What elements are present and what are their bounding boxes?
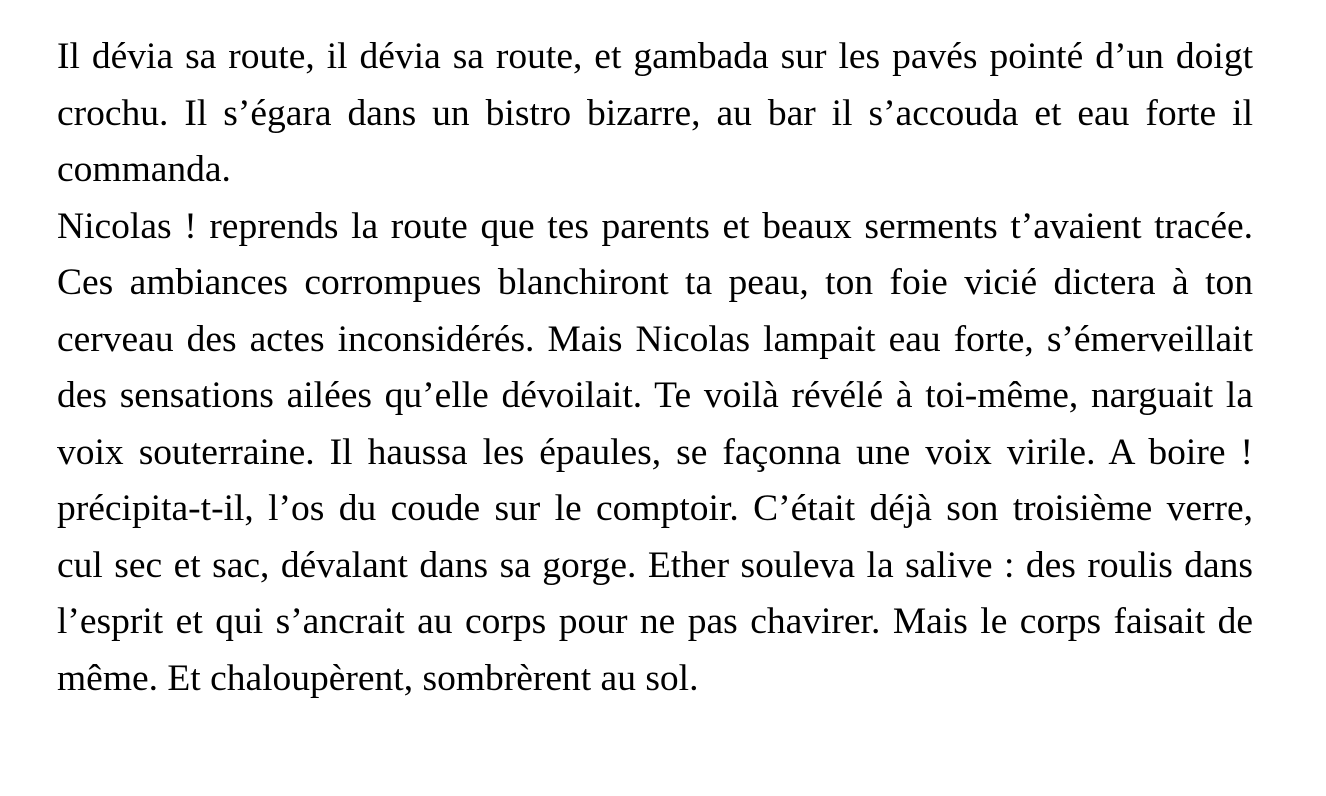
paragraph-2: Nicolas ! reprends la route que tes parents et beaux serments t’avaient tracée. Ces ambiances corrompues blanchiront ta peau, ton foie vicié dictera à ton cerveau des actes inconsidérés. Mais Nicolas lampait eau forte, s’émerveillait des sensations ailées qu’elle dévoilait. Te voilà révélé à toi-même, narguait la voix souterraine. Il haussa les épaules, se façonna une voix virile. A boire ! précipita-t-il, l’os du coude sur le comptoir. C’était déjà son troisième verre, cul sec et sac, dévalant dans sa gorge. Ether souleva la salive : des roulis dans l’esprit et qui s’ancrait au corps pour ne pas chavirer. Mais le corps faisait de même. Et chaloupèrent, sombrèrent au sol. <box>57 205 1253 699</box>
paragraph-1: Il dévia sa route, il dévia sa route, et gambada sur les pavés pointé d’un doigt crochu. Il s’égara dans un bistro bizarre, au bar il s’accouda et eau forte il commanda. <box>57 36 1253 190</box>
document-body <box>57 29 1253 707</box>
